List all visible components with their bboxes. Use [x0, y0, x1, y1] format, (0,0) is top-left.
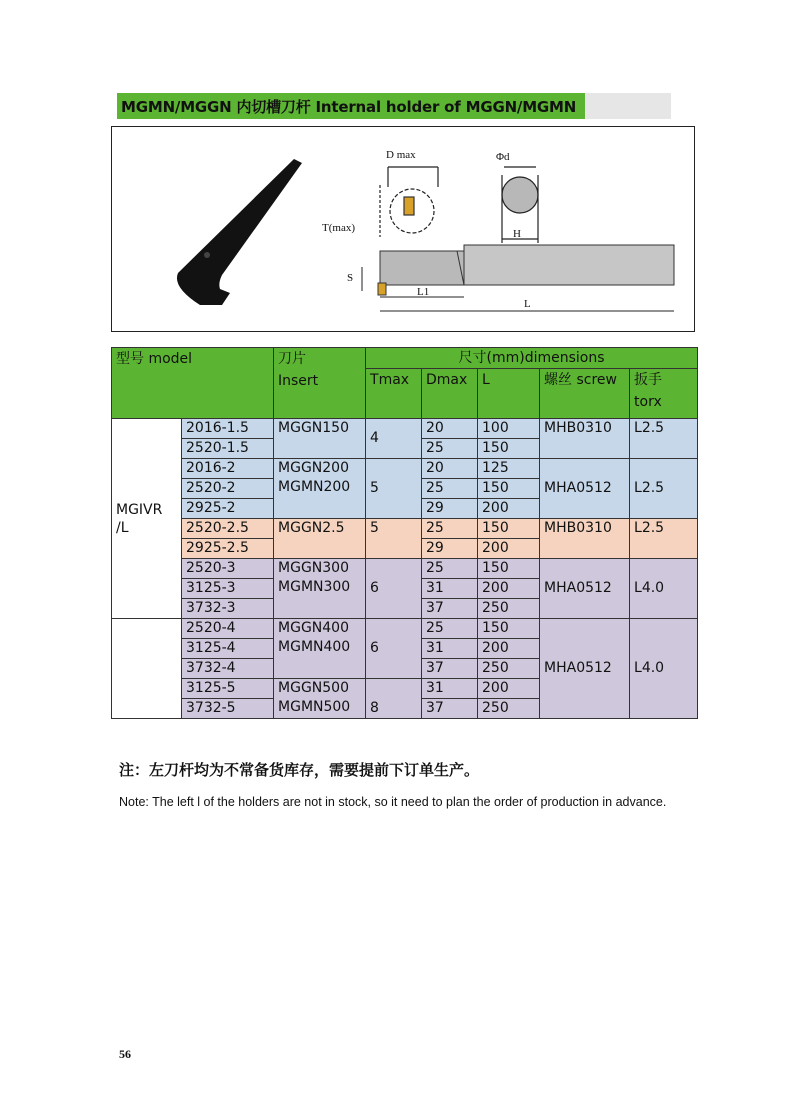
size-cell: 3125-4	[182, 639, 274, 659]
header-l: L	[478, 369, 540, 419]
size-cell: 2016-1.5	[182, 419, 274, 439]
phid-label: Φd	[496, 151, 510, 163]
note-chinese: 注：左刀杆均为不常备货库存，需要提前下订单生产。	[119, 761, 480, 779]
l-cell: 250	[478, 599, 540, 619]
dmax-cell: 25	[422, 439, 478, 459]
l-cell: 100	[478, 419, 540, 439]
dmax-cell: 31	[422, 639, 478, 659]
tmax-cell: 8	[366, 679, 422, 719]
l-cell: 200	[478, 499, 540, 519]
size-cell: 2520-3	[182, 559, 274, 579]
holder-diagram	[111, 126, 695, 332]
s-label: S	[347, 272, 354, 284]
side-view	[362, 245, 674, 311]
tmax-cell: 5	[366, 519, 422, 559]
torx-cell: L4.0	[630, 619, 698, 719]
size-cell: 3125-5	[182, 679, 274, 699]
l-label: L	[524, 298, 531, 310]
header-insert: 刀片 Insert	[274, 348, 366, 419]
dmax-cell: 37	[422, 659, 478, 679]
table-row	[112, 459, 698, 479]
header-screw: 螺丝 screw	[540, 369, 630, 419]
dmax-cell: 29	[422, 499, 478, 519]
l-cell: 150	[478, 439, 540, 459]
table-row	[112, 619, 698, 639]
screw-cell: MHA0512	[540, 559, 630, 619]
dmax-cell: 20	[422, 419, 478, 439]
dmax-cell: 37	[422, 699, 478, 719]
l-cell: 200	[478, 679, 540, 699]
header-model: 型号 model	[112, 348, 274, 419]
insert-cell: MGGN300 MGMN300	[274, 559, 366, 619]
header-row-1	[112, 348, 698, 369]
page-title: MGMN/MGGN 内切槽刀杆 Internal holder of MGGN/MGMN	[121, 98, 577, 116]
size-cell: 3732-5	[182, 699, 274, 719]
torx-cell: L4.0	[630, 559, 698, 619]
dmax-cell: 37	[422, 599, 478, 619]
note-english: Note: The left l of the holders are not in stock, so it need to plan the order of production in advance.	[119, 795, 667, 809]
table-row	[112, 419, 698, 439]
size-cell: 2016-2	[182, 459, 274, 479]
insert-cell: MGGN200 MGMN200	[274, 459, 366, 519]
tmax-label: T(max)	[322, 222, 355, 234]
dmax-cell: 25	[422, 619, 478, 639]
spec-table	[111, 347, 698, 719]
tmax-cell: 5	[366, 459, 422, 519]
l1-label: L1	[417, 286, 430, 298]
holder-photo	[177, 159, 302, 305]
table-row	[112, 559, 698, 579]
screw-cell: MHB0310	[540, 519, 630, 559]
l-cell: 200	[478, 539, 540, 559]
dmax-cell: 20	[422, 459, 478, 479]
torx-cell: L2.5	[630, 459, 698, 519]
size-cell: 2520-2.5	[182, 519, 274, 539]
size-cell: 2520-4	[182, 619, 274, 639]
header-dimensions: 尺寸(mm)dimensions	[366, 348, 698, 369]
screw-cell: MHA0512	[540, 459, 630, 519]
tmax-cell: 4	[366, 419, 422, 459]
l-cell: 150	[478, 559, 540, 579]
tmax-cell: 6	[366, 619, 422, 679]
screw-cell: MHB0310	[540, 419, 630, 459]
insert-cell: MGGN400 MGMN400	[274, 619, 366, 679]
header-tmax: Tmax	[366, 369, 422, 419]
insert-cell: MGGN2.5	[274, 519, 366, 559]
l-cell: 150	[478, 479, 540, 499]
size-cell: 3732-3	[182, 599, 274, 619]
front-view	[380, 167, 438, 237]
l-cell: 150	[478, 519, 540, 539]
l-cell: 250	[478, 659, 540, 679]
size-cell: 3125-3	[182, 579, 274, 599]
l-cell: 200	[478, 579, 540, 599]
l-cell: 250	[478, 699, 540, 719]
header-torx: 扳手 torx	[630, 369, 698, 419]
dmax-cell: 25	[422, 519, 478, 539]
dmax-cell: 25	[422, 479, 478, 499]
dmax-cell: 31	[422, 579, 478, 599]
dmax-cell: 29	[422, 539, 478, 559]
l-cell: 125	[478, 459, 540, 479]
size-cell: 2925-2.5	[182, 539, 274, 559]
torx-cell: L2.5	[630, 419, 698, 459]
torx-cell: L2.5	[630, 519, 698, 559]
size-cell: 2520-1.5	[182, 439, 274, 459]
size-cell: 2520-2	[182, 479, 274, 499]
holder-drawing	[112, 127, 694, 331]
table-row	[112, 519, 698, 539]
size-cell: 2925-2	[182, 499, 274, 519]
model-family-blank	[112, 619, 182, 719]
dmax-label: D max	[386, 149, 416, 161]
h-label: H	[513, 228, 521, 240]
page-number: 56	[119, 1047, 131, 1061]
l-cell: 200	[478, 639, 540, 659]
title-bar	[117, 93, 671, 119]
size-cell: 3732-4	[182, 659, 274, 679]
screw-cell: MHA0512	[540, 619, 630, 719]
insert-cell: MGGN500 MGMN500	[274, 679, 366, 719]
dmax-cell: 25	[422, 559, 478, 579]
l-cell: 150	[478, 619, 540, 639]
dmax-cell: 31	[422, 679, 478, 699]
insert-cell: MGGN150	[274, 419, 366, 459]
model-family: MGIVR /L	[112, 419, 182, 619]
tmax-cell: 6	[366, 559, 422, 619]
header-dmax: Dmax	[422, 369, 478, 419]
